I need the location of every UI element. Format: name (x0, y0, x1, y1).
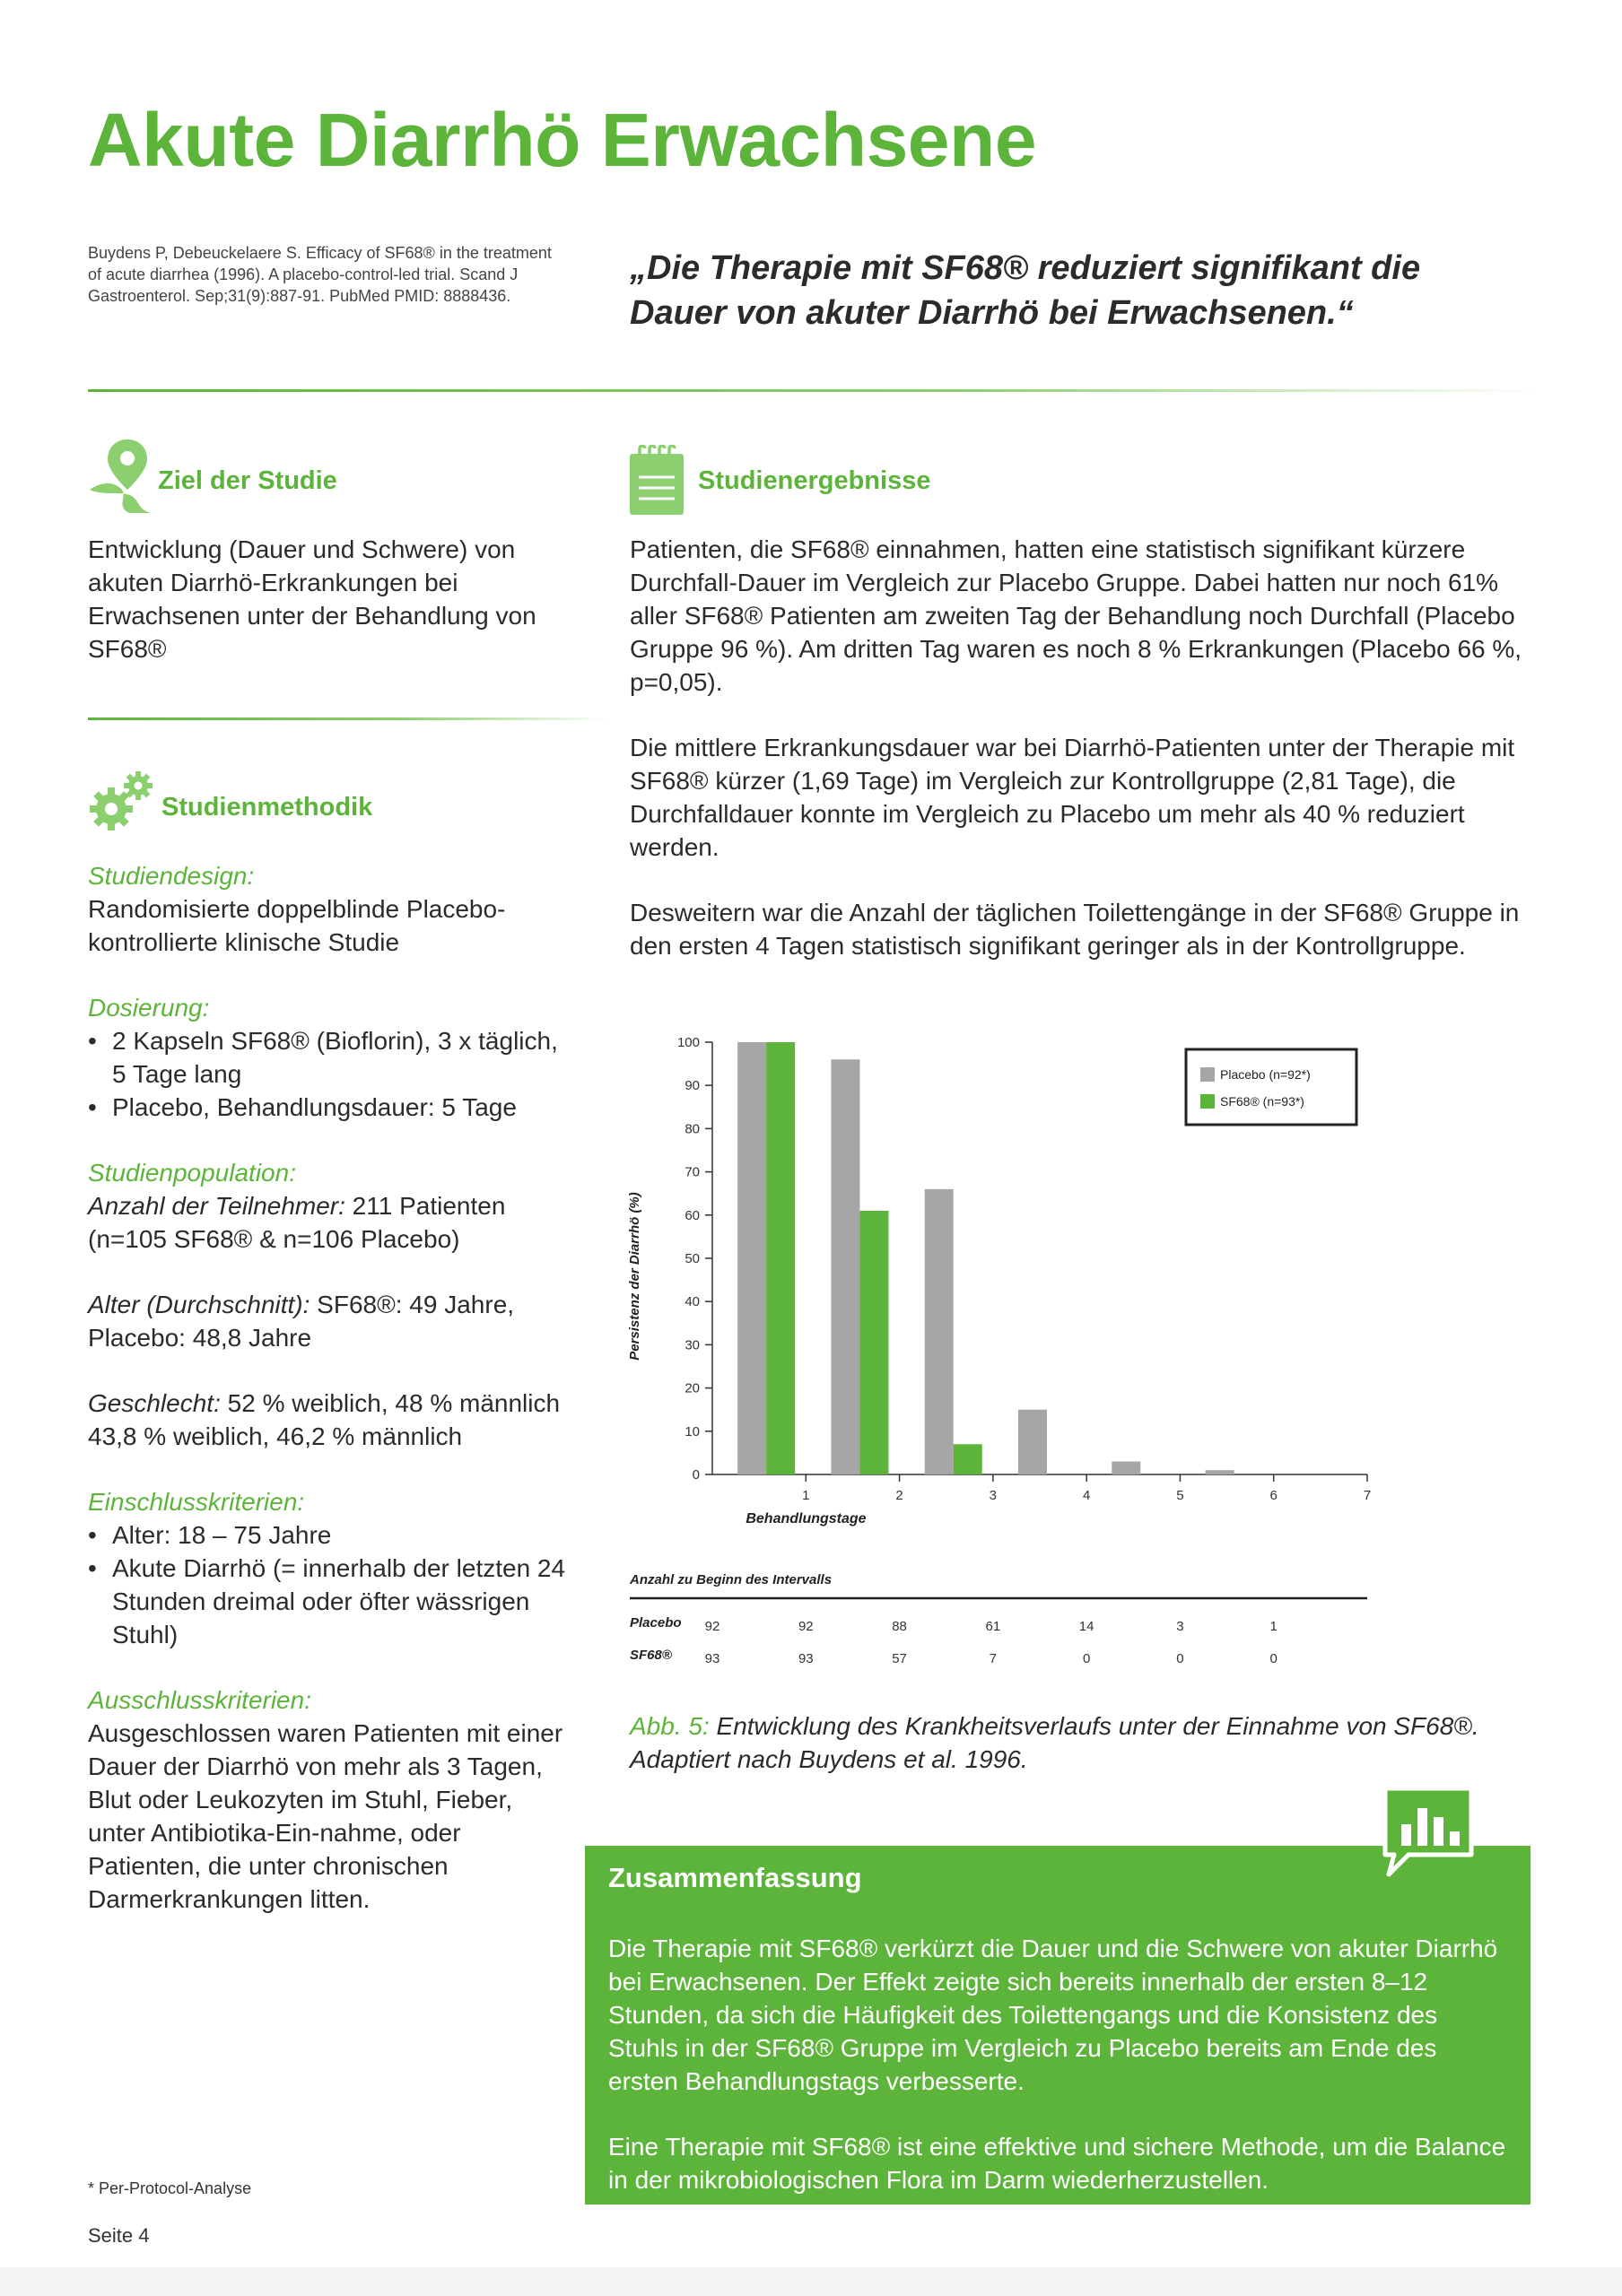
y-tick-label: 90 (685, 1078, 700, 1094)
table-cell: 57 (892, 1651, 907, 1666)
bar-chart-speech-icon (1382, 1785, 1477, 1878)
x-tick-label: 5 (1176, 1488, 1184, 1503)
bar-placebo-day-1 (737, 1042, 766, 1474)
page-number: Seite 4 (88, 2224, 150, 2247)
alter-text: SF68®: 49 Jahre, Placebo: 48,8 Jahre (88, 1291, 515, 1352)
bar-placebo-day-3 (925, 1189, 954, 1474)
bar-sf68-day-2 (859, 1211, 888, 1474)
summary-paragraph-2: Eine Therapie mit SF68® ist eine effektive und sichere Methode, um die Balance in der mikrobiologischen Flora im Darm wiederherzustellen. (608, 2133, 1506, 2194)
x-tick-label: 7 (1363, 1488, 1372, 1503)
y-tick-label: 20 (685, 1380, 700, 1396)
list-item: • Placebo, Behandlungsdauer: 5 Tage (88, 1091, 572, 1124)
summary-box (585, 1846, 1530, 2205)
population-label: Studienpopulation: (88, 1159, 296, 1187)
y-tick-label: 30 (685, 1337, 700, 1353)
list-item: • 2 Kapseln SF68® (Bioflorin), 3 x täglich, 5 Tage lang (88, 1024, 572, 1091)
design-text: Randomisierte doppelblinde Placebo-kontrollierte klinische Studie (88, 895, 506, 956)
ausschluss-text: Ausgeschlossen waren Patienten mit einer Dauer der Diarrhö von mehr als 3 Tagen, Blut oder Leukozyten im Stuhl, Fieber, unter Antibiotika-Ein-nahme, oder Patienten, die unter chronischen Darmerkrankungen litten. (88, 1719, 563, 1913)
ausschluss-label: Ausschlusskriterien: (88, 1686, 311, 1714)
table-cell: 93 (704, 1651, 720, 1666)
summary-heading: Zusammenfassung (608, 1862, 862, 1893)
teilnehmer-label: Anzahl der Teilnehmer: (88, 1192, 345, 1220)
x-tick-label: 2 (895, 1488, 903, 1503)
table-cell: 61 (985, 1619, 1001, 1634)
bar-placebo-day-5 (1112, 1462, 1140, 1474)
figure-caption (630, 1709, 1527, 1776)
table-cell: 93 (798, 1651, 814, 1666)
list-item: • Akute Diarrhö (= innerhalb der letzten 24 Stunden dreimal oder öfter wässrigen Stuhl) (88, 1552, 572, 1651)
list-item: • Alter: 18 – 75 Jahre (88, 1518, 572, 1552)
ergebnisse-paragraph-3: Desweitern war die Anzahl der täglichen Toilettengänge in der SF68® Gruppe in den ersten 4 Tagen statistisch signifikant geringer als in der Kontrollgruppe. (630, 899, 1520, 960)
y-tick-label: 100 (676, 1035, 700, 1050)
table-cell: 14 (1078, 1619, 1094, 1634)
legend-swatch (1200, 1067, 1215, 1082)
table-cell: 3 (1176, 1619, 1184, 1634)
bar-sf68-day-1 (766, 1042, 795, 1474)
y-tick-label: 80 (685, 1121, 700, 1137)
ausschluss-block (88, 1683, 572, 1916)
ziel-text: Entwicklung (Dauer und Schwere) von akuten Diarrhö-Erkrankungen bei Erwachsenen unter der Behandlung von SF68® (88, 535, 536, 663)
table-row-label: Placebo (630, 1615, 682, 1631)
y-tick-label: 10 (685, 1423, 700, 1439)
table-cell: 92 (798, 1619, 814, 1634)
einschluss-block (88, 1485, 572, 1651)
geschlecht-block (88, 1387, 572, 1453)
table-cell: 92 (704, 1619, 720, 1634)
dosierung-block (88, 991, 572, 1124)
chart-legend-box (1186, 1049, 1356, 1125)
table-cell: 0 (1176, 1651, 1184, 1666)
table-cell: 1 (1269, 1619, 1278, 1634)
table-cell: 88 (892, 1619, 907, 1634)
x-tick-label: 3 (989, 1488, 998, 1503)
divider (88, 389, 1541, 392)
quote: „Die Therapie mit SF68® reduziert signifikant die Dauer von akuter Diarrhö bei Erwachsenen.“ (630, 249, 1421, 332)
bar-sf68-day-3 (954, 1444, 982, 1474)
geschlecht-text-2: 43,8 % weiblich, 46,2 % männlich (88, 1422, 463, 1450)
y-tick-label: 0 (692, 1467, 700, 1483)
y-tick-label: 40 (685, 1294, 700, 1310)
table-row-label: SF68® (630, 1648, 672, 1663)
table-cell: 7 (989, 1651, 998, 1666)
gears-icon (88, 768, 156, 832)
map-pin-icon (88, 438, 154, 517)
legend-swatch (1200, 1094, 1215, 1109)
x-tick-label: 4 (1082, 1488, 1091, 1503)
divider (88, 718, 608, 720)
geschlecht-label: Geschlecht: (88, 1389, 221, 1417)
geschlecht-text: 52 % weiblich, 48 % männlich (220, 1389, 561, 1417)
ergebnisse-paragraph-2: Die mittlere Erkrankungsdauer war bei Diarrhö-Patienten unter der Therapie mit SF68® kürzer (1,69 Tage) im Vergleich zur Kontrollgruppe (2,81 Tage), die Durchfalldauer konnte im Vergleich zu Placebo um mehr als 40 % reduziert werden. (630, 734, 1515, 861)
legend-label: Placebo (n=92*) (1220, 1067, 1311, 1082)
page-title: Akute Diarrhö Erwachsene (88, 98, 1037, 182)
section-heading-methodik: Studienmethodik (161, 793, 373, 822)
ergebnisse-paragraph-1: Patienten, die SF68® einnahmen, hatten eine statistisch signifikant kürzere Durchfall-Dauer im Vergleich zur Placebo Gruppe. Dabei hatten nur noch 61% aller SF68® Patienten am zweiten Tag der Behandlung noch Durchfall (Placebo Gruppe 96 %). Am dritten Tag waren es noch 8 % Erkrankungen (Placebo 66 %, p=0,05). (630, 535, 1522, 696)
einschluss-label: Einschlusskriterien: (88, 1488, 305, 1516)
population-block (88, 1156, 572, 1256)
design-block (88, 859, 572, 959)
legend-label: SF68® (n=93*) (1220, 1094, 1304, 1109)
x-tick-label: 6 (1269, 1488, 1278, 1503)
y-axis-title: Persistenz der Diarrhö (%) (627, 1192, 642, 1361)
dosierung-label: Dosierung: (88, 994, 210, 1022)
citation: Buydens P, Debeuckelaere S. Efficacy of SF68® in the treatment of acute diarrhea (1996). A placebo-control-led trial. Scand J Gastroenterol. Sep;31(9):887-91. PubMed PMID: 8888436. (88, 244, 552, 305)
summary-paragraph-1: Die Therapie mit SF68® verkürzt die Dauer und die Schwere von akuter Diarrhö bei Erwachsenen. Der Effekt zeigte sich bereits innerhalb der ersten 8–12 Stunden, da sich die Häufigkeit des Toilettengangs und die Konsistenz des Stuhls in der SF68® Gruppe im Vergleich zu Placebo bereits am Ende des ersten Behandlungstags verbesserte. (608, 1935, 1498, 2095)
caption-text: Entwicklung des Krankheitsverlaufs unter der Einnahme von SF68®. Adaptiert nach Buydens et al. 1996. (630, 1712, 1479, 1773)
ergebnisse-content (630, 533, 1532, 962)
table-cell: 0 (1269, 1651, 1278, 1666)
section-heading-ergebnisse: Studienergebnisse (698, 466, 931, 495)
methodik-content (88, 859, 572, 1948)
bar-placebo-day-4 (1018, 1410, 1047, 1474)
x-tick-label: 1 (802, 1488, 810, 1503)
alter-label: Alter (Durchschnitt): (88, 1291, 310, 1318)
x-axis-title: Behandlungstage (746, 1511, 867, 1526)
section-heading-ziel: Ziel der Studie (158, 466, 337, 495)
y-tick-label: 50 (685, 1251, 700, 1266)
teilnehmer-text: 211 Patienten (n=105 SF68® & n=106 Placebo) (88, 1192, 506, 1253)
notepad-icon (630, 445, 684, 515)
design-label: Studiendesign: (88, 862, 255, 890)
page-bottom-strip (0, 2267, 1622, 2296)
y-tick-label: 60 (685, 1207, 700, 1223)
bar-placebo-day-6 (1206, 1470, 1234, 1474)
bar-chart (619, 1021, 1408, 1684)
alter-block (88, 1288, 572, 1354)
caption-prefix: Abb. 5: (630, 1712, 710, 1740)
bar-placebo-day-2 (831, 1059, 859, 1474)
y-tick-label: 70 (685, 1164, 700, 1180)
table-cell: 0 (1082, 1651, 1091, 1666)
footnote: * Per-Protocol-Analyse (88, 2179, 252, 2197)
table-title: Anzahl zu Beginn des Intervalls (630, 1572, 833, 1587)
